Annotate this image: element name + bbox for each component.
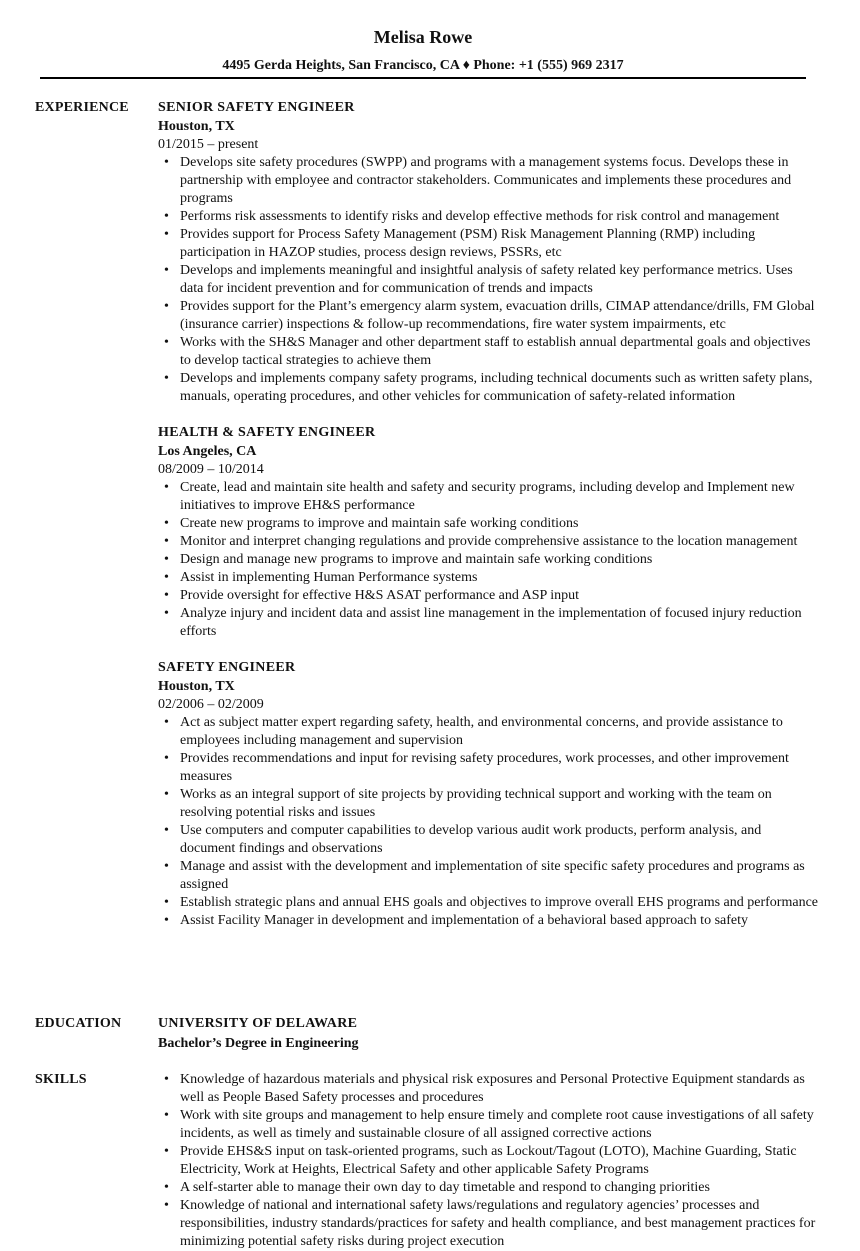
bullet-icon: •: [164, 570, 169, 585]
bullet-icon: •: [164, 751, 169, 766]
bullet-item: [158, 1071, 818, 1107]
bullet-text: Act as subject matter expert regarding safety, health, and environmental concerns, and provide assistance to employees including management and supervision: [180, 715, 783, 748]
section-heading-skills: SKILLS: [35, 1072, 87, 1087]
bullet-icon: •: [164, 895, 169, 910]
bullet-icon: •: [164, 1072, 169, 1087]
bullet-text: Monitor and interpret changing regulations and provide comprehensive assistance to the location management: [180, 534, 798, 549]
bullet-text: Design and manage new programs to improve and maintain safe working conditions: [180, 552, 653, 567]
bullet-text: Works as an integral support of site projects by providing technical support and working with the team on resolving potential risks and issues: [180, 787, 772, 820]
section-heading-education: EDUCATION: [35, 1016, 122, 1031]
bullet-icon: •: [164, 1198, 169, 1213]
bullet-text: Provides recommendations and input for revising safety procedures, work processes, and other improvement measures: [180, 751, 789, 784]
bullet-text: Provide EHS&S input on task-oriented programs, such as Lockout/Tagout (LOTO), Machine Guarding, Static Electricity, Work at Heights, Electrical Safety and other applicable Safety Programs: [180, 1144, 797, 1177]
bullet-text: Develops site safety procedures (SWPP) and programs with a management systems focus. Develops these in partnership with employee and contractor stakeholders. Communicates and implements these procedures and programs: [180, 155, 792, 206]
bullet-icon: •: [164, 606, 169, 621]
bullet-item: [158, 208, 818, 226]
bullet-text: Create, lead and maintain site health and safety and security programs, including develop and Implement new initiatives to improve EH&S performance: [180, 480, 795, 513]
bullet-text: Use computers and computer capabilities to develop various audit work products, perform analysis, and document findings and observations: [180, 823, 762, 856]
bullet-icon: •: [164, 263, 169, 278]
bullet-item: [158, 370, 818, 406]
bullet-text: Work with site groups and management to help ensure timely and complete root cause investigations of all safety incidents, as well as timely and sustainable closure of all assigned corrective actions: [180, 1108, 814, 1141]
bullet-item: [158, 515, 818, 533]
header-divider: [40, 77, 806, 79]
job-dates: 02/2006 – 02/2009: [158, 697, 264, 712]
job-location: Houston, TX: [158, 679, 235, 694]
skills-bullets: [158, 1071, 818, 1251]
bullet-icon: •: [164, 552, 169, 567]
bullet-item: [158, 786, 818, 822]
bullet-icon: •: [164, 155, 169, 170]
bullet-icon: •: [164, 516, 169, 531]
bullet-icon: •: [164, 480, 169, 495]
bullet-item: [158, 605, 818, 641]
education-body: [158, 1015, 818, 1053]
bullet-icon: •: [164, 299, 169, 314]
bullet-text: Assist Facility Manager in development and implementation of a behavioral based approach to safety: [180, 913, 748, 928]
bullet-icon: •: [164, 1144, 169, 1159]
job-entry: [158, 424, 818, 641]
bullet-text: Create new programs to improve and maintain safe working conditions: [180, 516, 579, 531]
job-title: SENIOR SAFETY ENGINEER: [158, 100, 355, 115]
bullet-item: [158, 822, 818, 858]
bullet-icon: •: [164, 859, 169, 874]
bullet-icon: •: [164, 823, 169, 838]
job-bullets: [158, 479, 818, 641]
job-entry: [158, 99, 818, 406]
job-location: Los Angeles, CA: [158, 444, 257, 459]
bullet-text: Establish strategic plans and annual EHS goals and objectives to improve overall EHS programs and performance: [180, 895, 818, 910]
bullet-text: Provides support for the Plant’s emergency alarm system, evacuation drills, CIMAP attendance/drills, FM Global (insurance carrier) inspections & follow-up recommendations, fire water system impairments, etc: [180, 299, 815, 332]
bullet-item: [158, 226, 818, 262]
bullet-item: [158, 587, 818, 605]
bullet-item: [158, 1179, 818, 1197]
bullet-item: [158, 912, 818, 930]
bullet-icon: •: [164, 913, 169, 928]
degree: Bachelor’s Degree in Engineering: [158, 1036, 359, 1051]
job-entry: [158, 659, 818, 930]
bullet-icon: •: [164, 588, 169, 603]
bullet-icon: •: [164, 371, 169, 386]
bullet-text: Analyze injury and incident data and assist line management in the implementation of focused injury reduction efforts: [180, 606, 802, 639]
bullet-item: [158, 154, 818, 208]
skills-body: [158, 1071, 818, 1251]
bullet-icon: •: [164, 787, 169, 802]
bullet-item: [158, 1107, 818, 1143]
bullet-text: Works with the SH&S Manager and other department staff to establish annual departmental goals and objectives to develop tactical strategies to achieve them: [180, 335, 811, 368]
bullet-icon: •: [164, 209, 169, 224]
job-bullets: [158, 714, 818, 930]
bullet-item: [158, 479, 818, 515]
school-name: UNIVERSITY OF DELAWARE: [158, 1016, 358, 1031]
bullet-item: [158, 298, 818, 334]
bullet-text: Develops and implements company safety programs, including technical documents such as written safety plans, manuals, operating procedures, and other vehicles for communication of safety-related information: [180, 371, 813, 404]
bullet-item: [158, 551, 818, 569]
job-dates: 01/2015 – present: [158, 137, 259, 152]
job-dates: 08/2009 – 10/2014: [158, 462, 264, 477]
bullet-icon: •: [164, 1180, 169, 1195]
bullet-text: Provide oversight for effective H&S ASAT performance and ASP input: [180, 588, 580, 603]
bullet-icon: •: [164, 715, 169, 730]
bullet-icon: •: [164, 227, 169, 242]
bullet-text: Knowledge of hazardous materials and physical risk exposures and Personal Protective Equipment standards as well as People Based Safety processes and procedures: [180, 1072, 805, 1105]
bullet-text: Performs risk assessments to identify risks and develop effective methods for risk control and management: [180, 209, 780, 224]
bullet-text: Manage and assist with the development and implementation of site specific safety procedures and programs as assigned: [180, 859, 805, 892]
bullet-item: [158, 714, 818, 750]
job-bullets: [158, 154, 818, 406]
bullet-text: A self-starter able to manage their own day to day timetable and respond to changing priorities: [180, 1180, 710, 1195]
job-location: Houston, TX: [158, 119, 235, 134]
bullet-item: [158, 569, 818, 587]
resume-header: [40, 26, 806, 75]
bullet-text: Knowledge of national and international safety laws/regulations and regulatory agencies’ processes and responsibilities, industry standards/practices for safety and health compliance, and best management practices for minimizing potential safety risks during project execution: [180, 1198, 816, 1249]
bullet-item: [158, 533, 818, 551]
section-heading-experience: EXPERIENCE: [35, 100, 129, 115]
job-title: HEALTH & SAFETY ENGINEER: [158, 425, 376, 440]
bullet-text: Develops and implements meaningful and insightful analysis of safety related key performance metrics. Uses data for incident prevention and for communication of trends and impacts: [180, 263, 793, 296]
bullet-icon: •: [164, 1108, 169, 1123]
bullet-item: [158, 334, 818, 370]
bullet-item: [158, 858, 818, 894]
candidate-name: Melisa Rowe: [373, 27, 473, 47]
bullet-item: [158, 262, 818, 298]
bullet-icon: •: [164, 335, 169, 350]
bullet-item: [158, 1197, 818, 1251]
bullet-text: Provides support for Process Safety Management (PSM) Risk Management Planning (RMP) including participation in HAZOP studies, process design reviews, PSSRs, etc: [180, 227, 756, 260]
experience-body: [158, 99, 818, 948]
bullet-item: [158, 894, 818, 912]
bullet-item: [158, 750, 818, 786]
job-title: SAFETY ENGINEER: [158, 660, 296, 675]
bullet-icon: •: [164, 534, 169, 549]
bullet-text: Assist in implementing Human Performance systems: [180, 570, 478, 585]
contact-line: 4495 Gerda Heights, San Francisco, CA ♦ Phone: +1 (555) 969 2317: [222, 58, 624, 73]
bullet-item: [158, 1143, 818, 1179]
